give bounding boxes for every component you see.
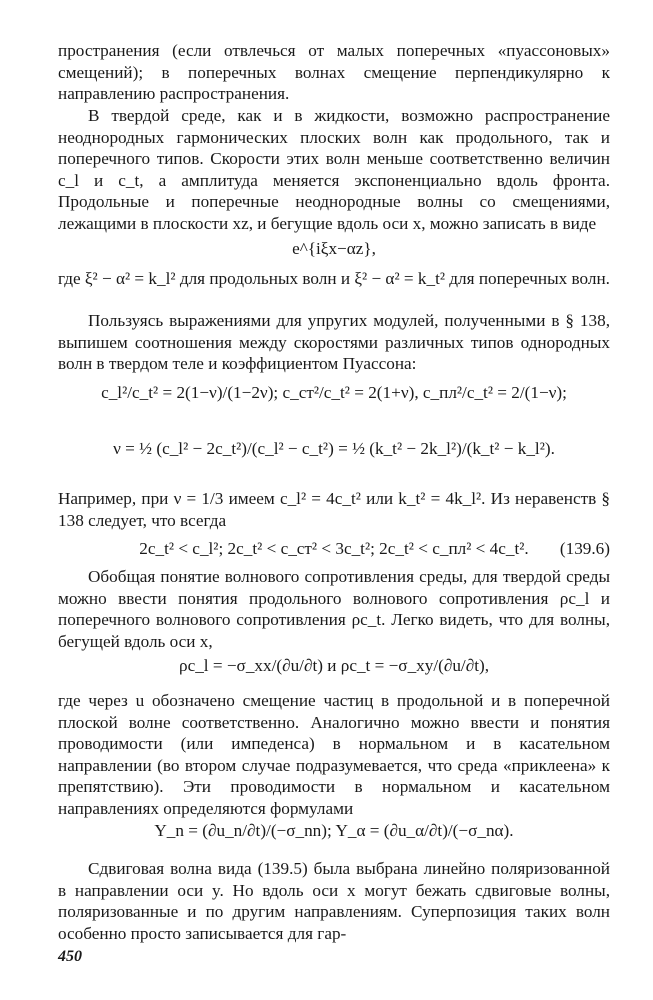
equation-admittance-text: Y_n = (∂u_n/∂t)/(−σ_nn); Y_α = (∂u_α/∂t)/(−σ_nα). (154, 821, 514, 840)
paragraph-2-text: В твердой среде, как и в жидкости, возможно распространение неоднородных гармонических плоских волн как продольного, так и поперечного типов. Скорости этих волн меньше соответственно величин c_l и c_t, а амплитуда меняется экспоненциально вдоль фронта. Продольные и поперечные неоднородные волны со смещениями, лежащими в плоскости xz, и бегущие вдоль оси x, можно записать в виде (58, 106, 610, 233)
paragraph-2 (58, 105, 610, 235)
paragraph-5-text: Например, при ν = 1/3 имеем c_l² = 4c_t² или k_t² = 4k_l². Из неравенств § 138 следует, что всегда (58, 489, 610, 530)
equation-velocity-ratios (58, 382, 610, 404)
equation-inequalities-text: 2c_t² < c_l²; 2c_t² < c_ст² < 3c_t²; 2c_t² < c_пл² < 4c_t². (139, 539, 529, 558)
equation-impedance-text: ρc_l = −σ_xx/(∂u/∂t) и ρc_t = −σ_xy/(∂u/∂t), (179, 656, 489, 675)
paragraph-8 (58, 858, 610, 944)
paragraph-1 (58, 40, 610, 105)
equation-number: (139.6) (559, 539, 610, 558)
equation-wave-text: e^{iξx−αz}, (292, 239, 376, 258)
equation-wave (58, 238, 610, 260)
paragraph-4 (58, 310, 610, 375)
equation-velocity-ratios-text: c_l²/c_t² = 2(1−ν)/(1−2ν); c_ст²/c_t² = 2(1+ν), c_пл²/c_t² = 2/(1−ν); (101, 383, 567, 402)
paragraph-5 (58, 488, 610, 531)
equation-inequalities (58, 538, 610, 560)
paragraph-1-text: пространения (если отвлечься от малых поперечных «пуассоновых» смещений); в поперечных волнах смещение перпендикулярно к направлению распространения. (58, 41, 610, 104)
paragraph-4-text: Пользуясь выражениями для упругих модулей, полученными в § 138, выпишем соотношения между скоростями различных типов однородных волн в твердом теле и коэффициентом Пуассона: (58, 311, 610, 374)
paragraph-6 (58, 566, 610, 652)
equation-admittance (58, 820, 610, 842)
paragraph-3-text: где ξ² − α² = k_l² для продольных волн и ξ² − α² = k_t² для поперечных волн. (58, 269, 610, 288)
page-number: 450 (58, 948, 82, 965)
equation-poisson-text: ν = ½ (c_l² − 2c_t²)/(c_l² − c_t²) = ½ (k_t² − 2k_l²)/(k_t² − k_l²). (113, 439, 555, 458)
equation-poisson (58, 438, 610, 460)
paragraph-3 (58, 268, 610, 290)
paragraph-7 (58, 690, 610, 820)
paragraph-7-text: где через u обозначено смещение частиц в продольной и в поперечной плоской волне соответственно. Аналогично можно ввести и понятия проводимости (или импеденса) в нормальном и в касательном направлении (во втором случае подразумевается, что среда «приклеена» к препятствию). Эти проводимости в нормальном и касательном направлениях определяются формулами (58, 691, 610, 818)
paragraph-8-text: Сдвиговая волна вида (139.5) была выбрана линейно поляризованной в направлении оси y. Но вдоль оси x могут бежать сдвиговые волны, поляризованные и по другим направлениям. Суперпозиция таких волн особенно просто записывается для гар- (58, 859, 610, 943)
paragraph-6-text: Обобщая понятие волнового сопротивления среды, для твердой среды можно ввести понятия продольного волнового сопротивления ρc_l и поперечного волнового сопротивления ρc_t. Легко видеть, что для волны, бегущей вдоль оси x, (58, 567, 610, 651)
equation-impedance (58, 655, 610, 677)
